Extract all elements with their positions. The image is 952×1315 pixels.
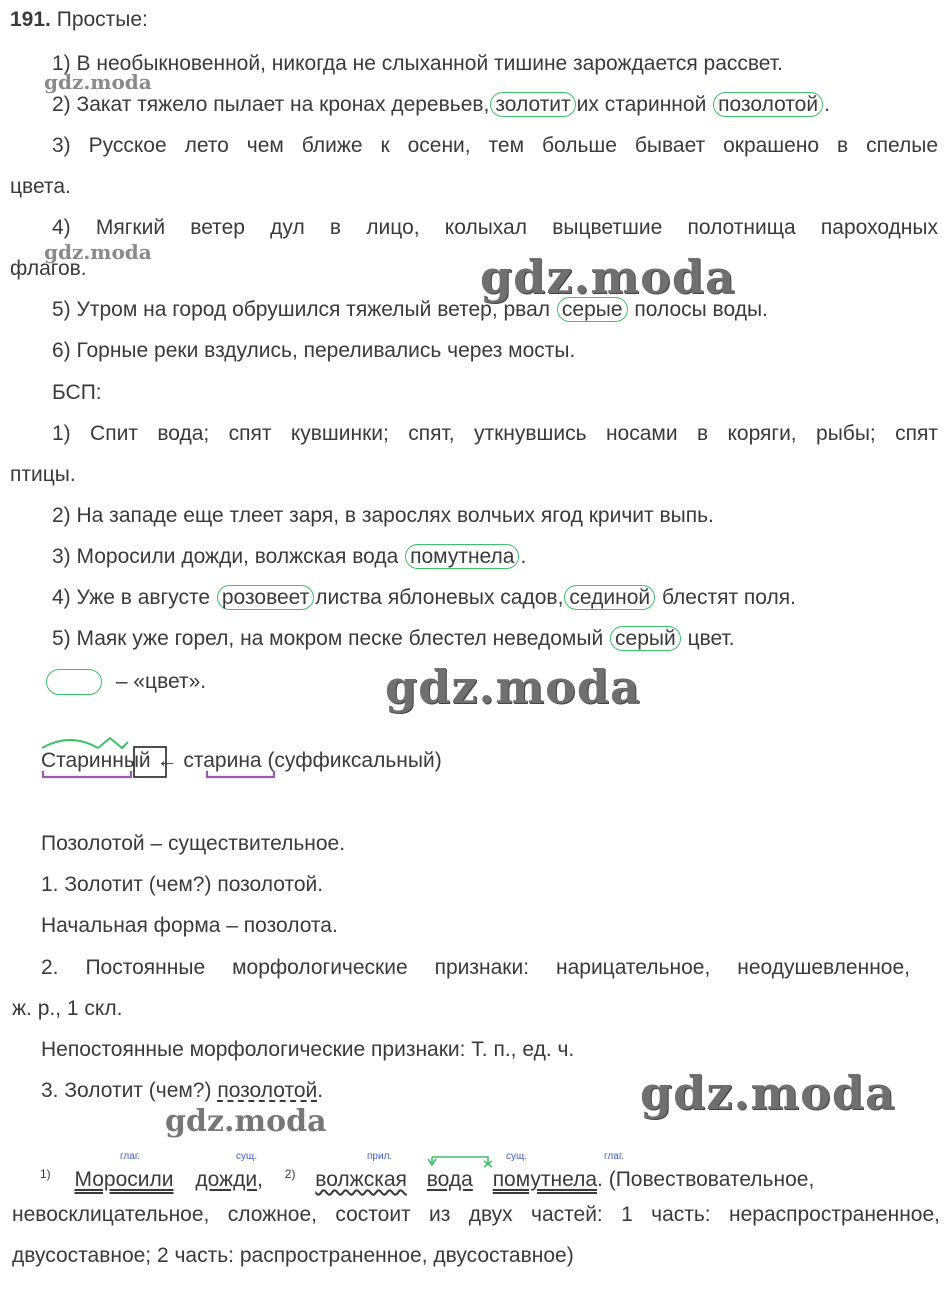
bsp-sentence-2: 2) На западе еще тлеет заря, в зарослях волчьих ягод кричит выпь. [52,504,714,527]
subject: дожди [195,1168,258,1191]
predicate: Моросили [74,1168,174,1191]
bsp-sentence-5: 5) Маяк уже горел, на мокром песке блестел неведомый серый цвет. [52,627,735,650]
bsp-sentence-1-line2: птицы. [10,463,76,486]
pos-tag: прил. [367,1151,393,1162]
bsp-sentence-1-line1: 1) Спит вода; спят кувшинки; спят, уткнувшись носами в коряги, рыбы; спят [52,422,938,445]
parse-line-3: двусоставное; 2 часть: распространенное, двусоставное) [12,1244,574,1267]
morpheme-source: старина [183,749,262,772]
simple-sentence-4-line2: флагов. [10,257,87,280]
arrow-icon: ← [156,749,178,772]
color-word-oval: серые [557,297,628,322]
simple-sentence-2: 2) Закат тяжело пылает на кронах деревьев, золотит их старинной позолотой . [52,93,830,116]
analysis-line-1: Позолотой – существительное. [41,832,346,855]
subject: вода [426,1168,473,1191]
exercise-title: Простые: [56,8,148,31]
part-marker: 2) [284,1167,296,1181]
attribute: волжская [315,1168,407,1191]
analysis-line-3: Начальная форма – позолота. [41,914,338,937]
morpheme-word: Старинный [41,749,151,772]
watermark: gdz.moda [480,250,736,304]
simple-sentence-3-line2: цвета. [10,175,71,198]
part-marker: 1) [40,1167,51,1181]
color-word-oval: сединой [564,585,655,610]
analysis-line-6: Непостоянные морфологические признаки: Т. п., ед. ч. [41,1038,575,1061]
color-word-oval: розовеет [217,585,314,610]
parse-line-1: $^{1)}$ Моросили дожди, $^{2)}$ волжская вода помутнела. (Повествовательное, [40,1167,815,1191]
simple-sentence-3-line1: 3) Русское лето чем ближе к осени, тем больше бывает окрашено в спелые [52,134,938,157]
watermark: gdz.moda [44,240,152,264]
pos-tag: глаг. [120,1151,141,1162]
simple-sentence-4-line1: 4) Мягкий ветер дул в лицо, колыхал выцветшие полотнища пароходных [52,216,938,239]
analysis-line-2: 1. Золотит (чем?) позолотой. [41,873,324,896]
watermark: gdz.moda [385,660,641,714]
analysis-line-5: ж. р., 1 скл. [12,997,123,1020]
watermark: gdz.moda [44,70,152,94]
bsp-sentence-3: 3) Моросили дожди, волжская вода помутнела . [52,545,527,568]
bsp-title: БСП: [52,381,102,404]
simple-sentence-1: 1) В необыкновенной, никогда не слыханной тишине зарождается рассвет. [52,52,783,75]
color-word-oval: позолотой [713,92,823,117]
watermark: gdz.moda [165,1104,327,1139]
color-word-oval: помутнела [405,544,519,569]
watermark: gdz.moda [640,1066,896,1120]
simple-sentence-6: 6) Горные реки вздулись, переливались через мосты. [52,339,576,362]
pos-tag: сущ. [236,1151,258,1162]
analysis-line-4: 2. Постоянные морфологические признаки: нарицательное, неодушевленное, [41,956,910,979]
formation-type: (суффиксальный) [267,749,442,772]
bsp-sentence-4: 4) Уже в августе розовеет листва яблоневых садов, сединой блестят поля. [52,586,796,609]
simple-sentence-5: 5) Утром на город обрушился тяжелый ветер, рвал серые полосы воды. [52,298,768,321]
predicate: помутнела [492,1168,598,1191]
exercise-number: 191. [10,8,51,31]
analysis-line-7: 3. Золотит (чем?) позолотой. [41,1079,324,1102]
color-word-oval: золотит [490,92,575,117]
pos-tag: глаг. [604,1151,625,1162]
color-word-oval: серый [610,626,681,651]
pos-tag: сущ. [506,1151,528,1162]
instrumental-object: позолотой [217,1079,318,1102]
legend-text: – «цвет». [115,669,207,693]
parse-line-2: невосклицательное, сложное, состоит из двух частей: 1 часть: нераспространенное, [12,1203,940,1226]
